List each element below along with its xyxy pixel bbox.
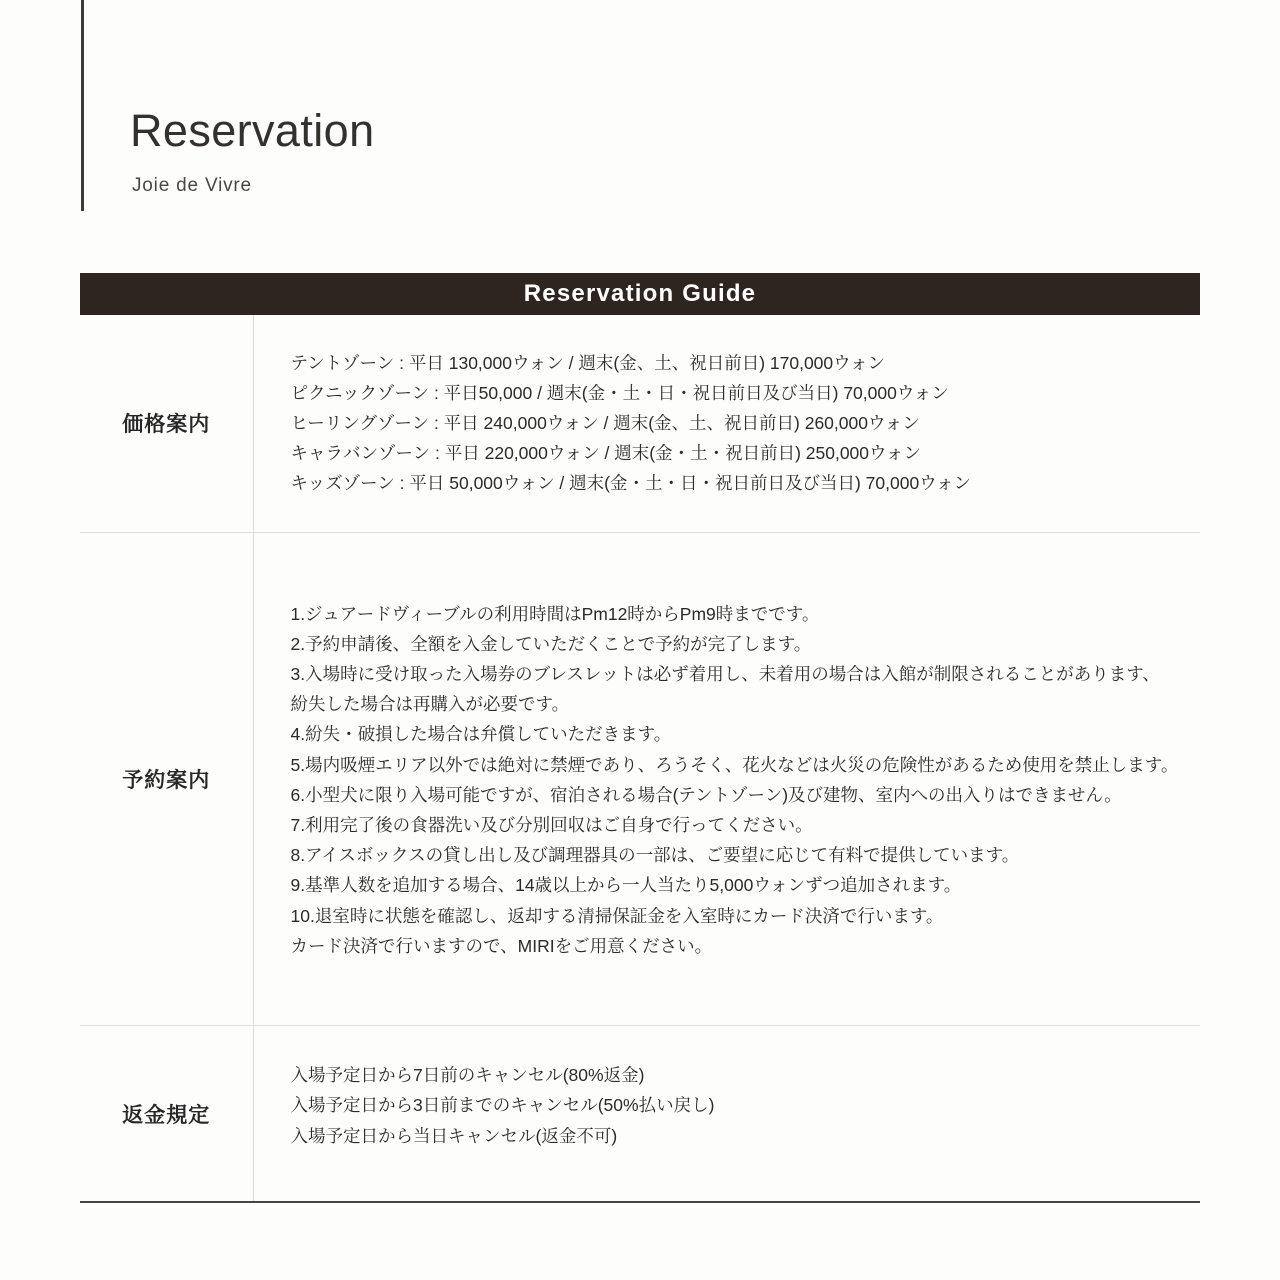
row-body-price — [253, 315, 1200, 532]
reservation-line: 9.基準人数を追加する場合、14歳以上から一人当たり5,000ウォンずつ追加されます。 — [290, 875, 962, 896]
reservation-guide-table — [80, 315, 1200, 1203]
price-line: ヒーリングゾーン : 平日 240,000ウォン / 週末(金、土、祝日前日) 260,000ウォン — [290, 413, 920, 434]
guide-banner-title: Reservation Guide — [80, 273, 1200, 315]
reservation-line: 紛失した場合は再購入が必要です。 — [290, 694, 570, 715]
reservation-line: 7.利用完了後の食器洗い及び分別回収はご自身で行ってください。 — [290, 814, 813, 835]
row-label-refund: 返金規定 — [80, 1025, 253, 1202]
reservation-line: 1.ジュアードヴィーブルの利用時間はPm12時からPm9時までです。 — [290, 603, 820, 624]
row-label-price: 価格案内 — [80, 315, 253, 532]
reservation-line: 3.入場時に受け取った入場券のブレスレットは必ず着用し、未着用の場合は入館が制限されることがあります、 — [290, 663, 1160, 684]
table-row — [80, 532, 1200, 1025]
reservation-line: 4.紛失・破損した場合は弁償していただきます。 — [290, 724, 672, 745]
table-row — [80, 1025, 1200, 1202]
row-body-refund — [253, 1025, 1200, 1202]
price-line: キッズゾーン : 平日 50,000ウォン / 週末(金・土・日・祝日前日及び当日) 70,000ウォン — [290, 473, 972, 494]
header-accent-bar — [81, 0, 84, 211]
reservation-guide-section — [80, 273, 1200, 1203]
page-header — [0, 0, 1280, 250]
reservation-line: 2.予約申請後、全額を入金していただくことで予約が完了します。 — [290, 633, 812, 654]
reservation-line: カード決済で行いますので、MIRIをご用意ください。 — [290, 935, 713, 956]
price-line: ピクニックゾーン : 平日50,000 / 週末(金・土・日・祝日前日及び当日) 70,000ウォン — [290, 383, 949, 404]
reservation-line: 8.アイスボックスの貸し出し及び調理器具の一部は、ご要望に応じて有料で提供しています。 — [290, 845, 1020, 866]
row-label-reservation: 予約案内 — [80, 532, 253, 1025]
header-text-group — [130, 105, 375, 197]
reservation-line: 5.場内吸煙エリア以外では絶対に禁煙であり、ろうそく、花火などは火災の危険性があるため使用を禁止します。 — [290, 754, 1179, 775]
page-subtitle: Joie de Vivre — [132, 175, 252, 196]
reservation-line: 10.退室時に状態を確認し、返却する清掃保証金を入室時にカード決済で行います。 — [290, 905, 944, 926]
refund-line: 入場予定日から3日前までのキャンセル(50%払い戻し) — [290, 1095, 715, 1116]
row-body-reservation — [253, 532, 1200, 1025]
price-line: テントゾーン : 平日 130,000ウォン / 週末(金、土、祝日前日) 170,000ウォン — [290, 353, 885, 374]
reservation-line: 6.小型犬に限り入場可能ですが、宿泊される場合(テントゾーン)及び建物、室内への出入りはできません。 — [290, 784, 1122, 805]
refund-line: 入場予定日から7日前のキャンセル(80%返金) — [290, 1064, 645, 1085]
table-row — [80, 315, 1200, 532]
price-line: キャラバンゾーン : 平日 220,000ウォン / 週末(金・土・祝日前日) 250,000ウォン — [290, 443, 921, 464]
page-title: Reservation — [130, 105, 375, 156]
refund-line: 入場予定日から当日キャンセル(返金不可) — [290, 1125, 618, 1146]
